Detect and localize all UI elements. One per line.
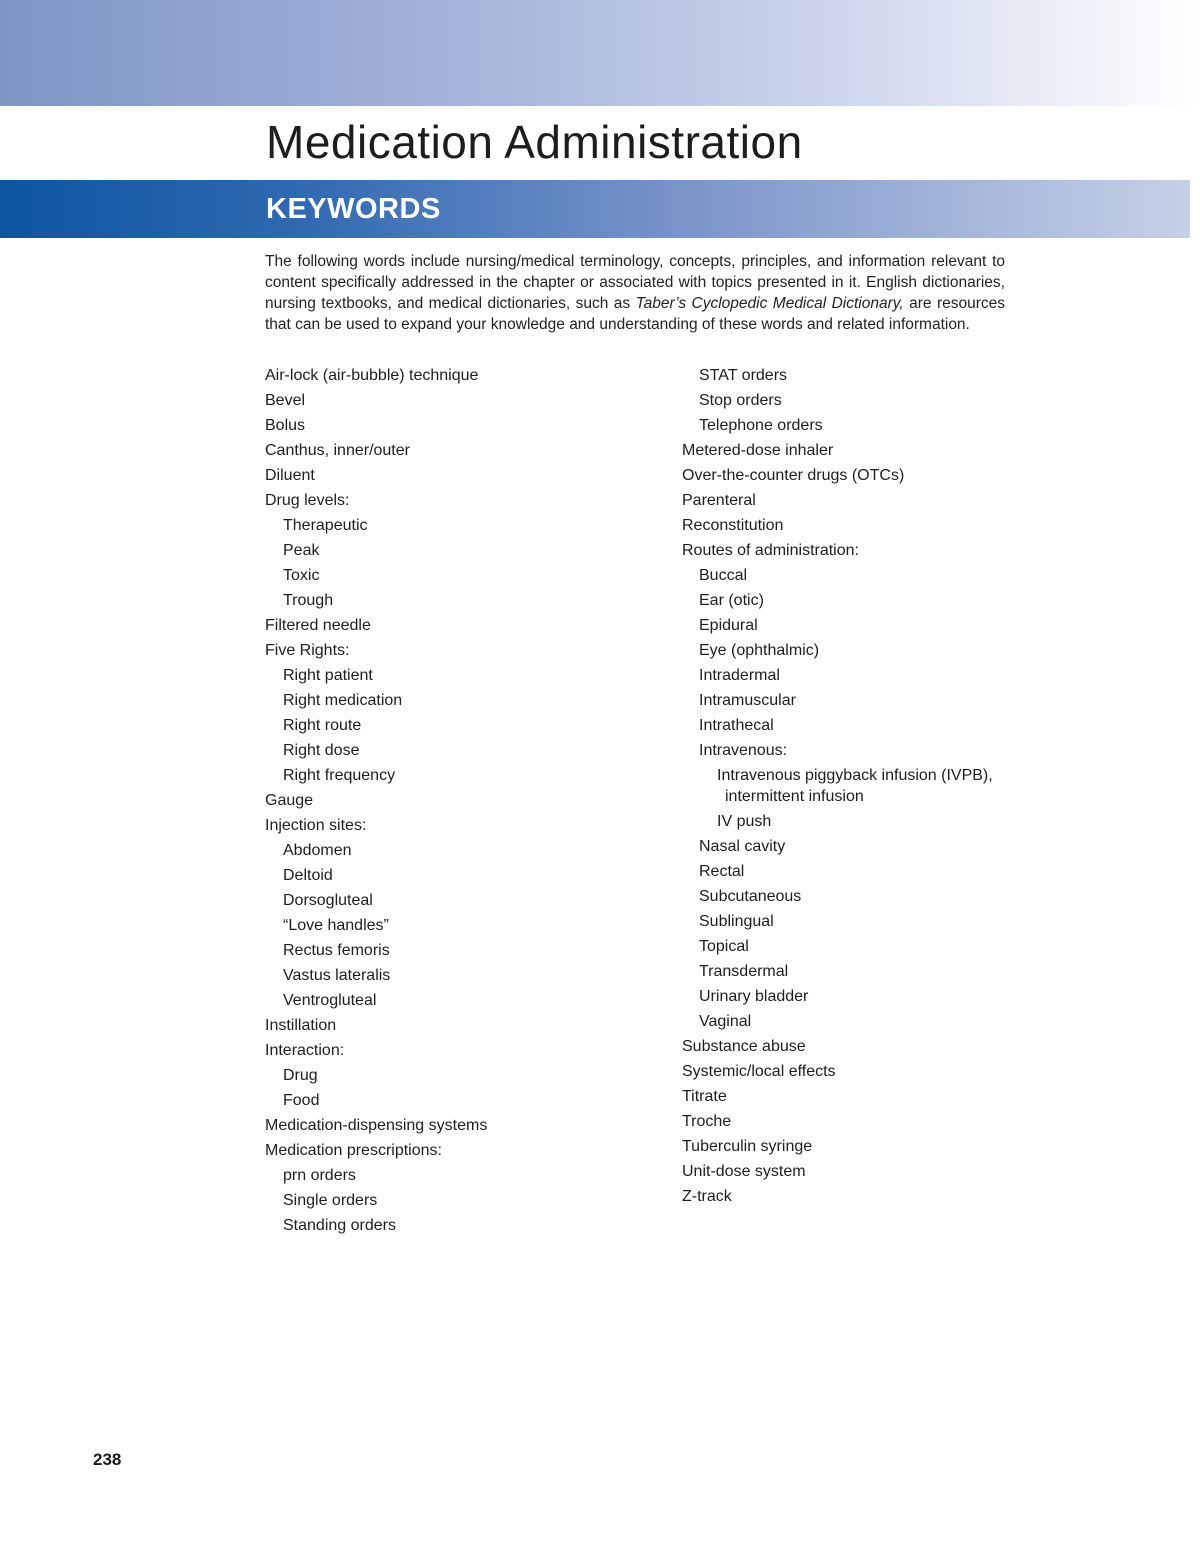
keyword-item: Systemic/local effects <box>682 1063 836 1080</box>
keyword-item: Right dose <box>283 742 360 759</box>
keyword-item: Parenteral <box>682 492 756 509</box>
keyword-item: Medication-dispensing systems <box>265 1117 488 1134</box>
keyword-item: Over-the-counter drugs (OTCs) <box>682 467 905 484</box>
keyword-item: Right patient <box>283 667 373 684</box>
keyword-item: STAT orders <box>699 367 788 384</box>
keyword-item: Abdomen <box>283 842 352 859</box>
keyword-item: Transdermal <box>699 963 789 980</box>
keyword-item: Food <box>283 1092 320 1109</box>
keyword-item: Interaction: <box>265 1042 345 1059</box>
keyword-item: Therapeutic <box>283 517 368 534</box>
keywords-intro-paragraph <box>265 251 1005 335</box>
page-number: 238 <box>93 1450 122 1469</box>
keyword-item: Diluent <box>265 467 315 484</box>
keyword-item: Canthus, inner/outer <box>265 442 410 459</box>
keyword-item: Intravenous piggyback infusion (IVPB), intermittent infusion <box>717 767 993 805</box>
keyword-item: Ventrogluteal <box>283 992 377 1009</box>
keyword-item: Intrathecal <box>699 717 774 734</box>
keyword-item: Intramuscular <box>699 692 796 709</box>
keyword-item: Drug levels: <box>265 492 350 509</box>
keyword-item: Vaginal <box>699 1013 752 1030</box>
keyword-item: Ear (otic) <box>699 592 764 609</box>
keyword-item: Dorsogluteal <box>283 892 373 909</box>
keyword-item: Air-lock (air-bubble) technique <box>265 367 479 384</box>
keyword-item: Epidural <box>699 617 758 634</box>
keyword-item: Rectus femoris <box>283 942 390 959</box>
keyword-item: Telephone orders <box>699 417 823 434</box>
keyword-item: Toxic <box>283 567 320 584</box>
keywords-heading-band <box>0 180 1190 238</box>
keyword-item: Z-track <box>682 1188 732 1205</box>
keyword-item: Metered-dose inhaler <box>682 442 834 459</box>
keyword-item: Sublingual <box>699 913 774 930</box>
keywords-column-right <box>682 363 1012 1209</box>
keyword-item: Injection sites: <box>265 817 367 834</box>
keyword-item: Medication prescriptions: <box>265 1142 442 1159</box>
keyword-item: Drug <box>283 1067 318 1084</box>
keyword-item: Urinary bladder <box>699 988 809 1005</box>
keywords-column-left <box>265 363 665 1238</box>
keyword-item: Unit-dose system <box>682 1163 806 1180</box>
keyword-item: Gauge <box>265 792 314 809</box>
intro-text-start: The following words include nursing/medical terminology, concepts, principles, and information relevant to content specifically addressed in the chapter or associated with topics presented in it. English dictionaries, nursing textbooks, and medical dictionaries, such as <box>265 253 1005 312</box>
keyword-item: Filtered needle <box>265 617 371 634</box>
keyword-item: Buccal <box>699 567 748 584</box>
keyword-item: Stop orders <box>699 392 782 409</box>
keyword-item: Nasal cavity <box>699 838 786 855</box>
keyword-item: Five Rights: <box>265 642 350 659</box>
keyword-item: Vastus lateralis <box>283 967 391 984</box>
keyword-item: Right medication <box>283 692 403 709</box>
keyword-item: Topical <box>699 938 749 955</box>
keyword-item: Deltoid <box>283 867 333 884</box>
keyword-item: Subcutaneous <box>699 888 802 905</box>
keyword-item: Rectal <box>699 863 745 880</box>
keyword-item: Eye (ophthalmic) <box>699 642 820 659</box>
keyword-item: prn orders <box>283 1167 356 1184</box>
keyword-item: Substance abuse <box>682 1038 806 1055</box>
keyword-item: Right route <box>283 717 362 734</box>
header-decorative-band <box>0 0 1200 106</box>
keyword-item: Single orders <box>283 1192 378 1209</box>
keyword-item: Right frequency <box>283 767 396 784</box>
keyword-item: Intravenous: <box>699 742 788 759</box>
chapter-title: Medication Administration <box>266 116 803 168</box>
keyword-item: Peak <box>283 542 320 559</box>
keyword-item: Titrate <box>682 1088 727 1105</box>
keyword-item: Intradermal <box>699 667 780 684</box>
keyword-item: Reconstitution <box>682 517 784 534</box>
keyword-item: Tuberculin syringe <box>682 1138 813 1155</box>
keyword-item: Instillation <box>265 1017 337 1034</box>
keywords-heading: KEYWORDS <box>266 193 441 225</box>
keyword-item: Routes of administration: <box>682 542 859 559</box>
keyword-item: Bevel <box>265 392 306 409</box>
intro-text-end: are resources that can be used to expand your knowledge and understanding of these words and related information. <box>265 295 1005 333</box>
keyword-item: Trough <box>283 592 334 609</box>
keyword-item: “Love handles” <box>283 917 389 934</box>
keyword-item: Standing orders <box>283 1217 396 1234</box>
intro-dictionary-title: Taber’s Cyclopedic Medical Dictionary, <box>635 295 904 312</box>
keyword-item: IV push <box>717 813 772 830</box>
keyword-item: Troche <box>682 1113 732 1130</box>
keyword-item: Bolus <box>265 417 306 434</box>
